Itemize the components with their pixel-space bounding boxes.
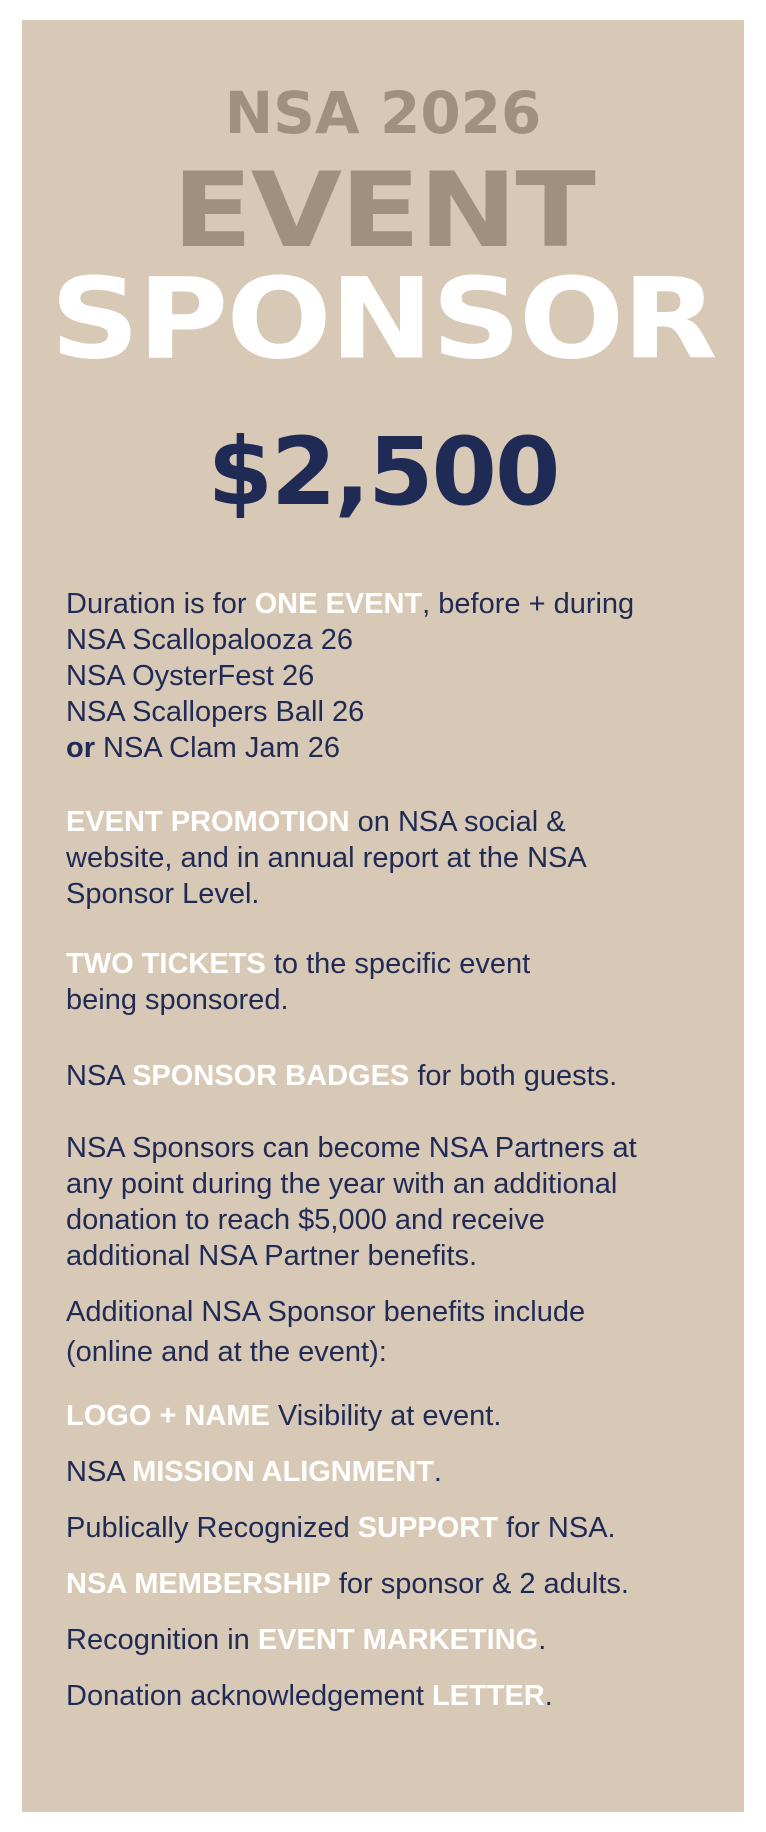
tickets-section: TWO TICKETS to the specific event being sponsored.	[66, 948, 531, 1016]
duration-highlight: ONE EVENT	[254, 588, 423, 620]
price: $2,500	[207, 418, 559, 527]
year-heading: NSA 2026	[224, 79, 542, 147]
benefit-membership: NSA MEMBERSHIP for sponsor & 2 adults.	[66, 1568, 629, 1600]
benefit-letter: Donation acknowledgement LETTER.	[66, 1680, 553, 1712]
benefit-support: Publically Recognized SUPPORT for NSA.	[66, 1512, 616, 1544]
badges-highlight: SPONSOR BADGES	[132, 1060, 410, 1092]
benefit-mission: NSA MISSION ALIGNMENT.	[66, 1456, 442, 1488]
event-option: NSA Scallopers Ball 26	[66, 696, 365, 728]
promotion-highlight: EVENT PROMOTION	[66, 806, 350, 838]
event-option: or NSA Clam Jam 26	[66, 732, 340, 764]
promotion-section: EVENT PROMOTION on NSA social & website, and in annual report at the NSA Sponsor Level.	[66, 806, 587, 910]
partners-section: NSA Sponsors can become NSA Partners at any point during the year with an additional donation to reach $5,000 and receive additional NSA Partner benefits.	[66, 1132, 637, 1272]
badges-section: NSA SPONSOR BADGES for both guests.	[66, 1060, 618, 1092]
sponsor-heading: SPONSOR	[50, 255, 716, 385]
additional-section: Additional NSA Sponsor benefits include (online and at the event):	[66, 1296, 586, 1368]
event-heading: EVENT	[172, 149, 594, 271]
event-option: NSA Scallopalooza 26	[66, 624, 353, 656]
duration-section	[66, 586, 726, 766]
benefit-marketing: Recognition in EVENT MARKETING.	[66, 1624, 547, 1656]
duration-line: Duration is for ONE EVENT, before + during	[66, 588, 635, 620]
benefit-logo: LOGO + NAME Visibility at event.	[66, 1400, 502, 1432]
sponsor-card	[22, 20, 744, 1812]
tickets-highlight: TWO TICKETS	[66, 948, 266, 980]
event-option: NSA OysterFest 26	[66, 660, 315, 692]
